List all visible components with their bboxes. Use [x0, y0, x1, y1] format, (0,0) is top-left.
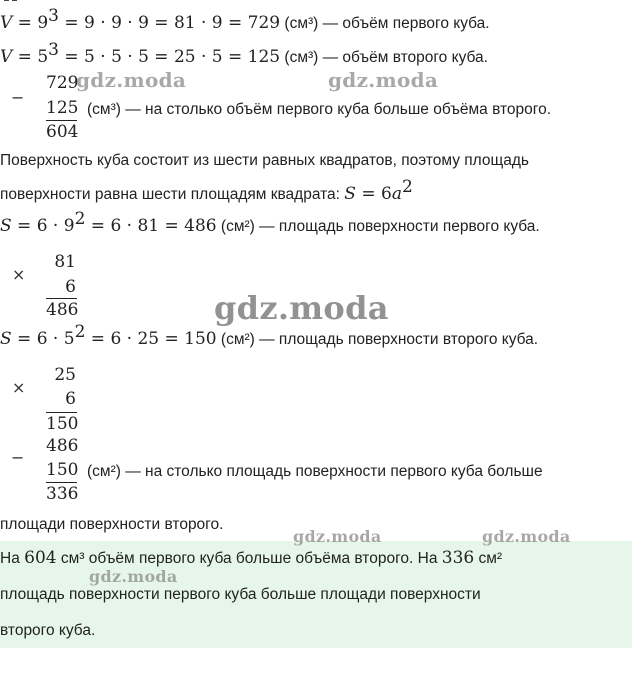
answer-line3: второго куба.: [0, 622, 96, 639]
product-line: [46, 412, 77, 413]
sum-line: [46, 482, 77, 483]
surface-intro-line2: поверхности равна шести площадям квадрата: $S = 6a^2$: [0, 177, 413, 204]
watermark: gdz.moda: [76, 68, 187, 92]
surface-intro-line1: Поверхность куба состоит из шести равных квадратов, поэтому площадь: [0, 152, 529, 169]
product-line: [46, 298, 77, 299]
answer-line2: площадь поверхности первого куба больше площади поверхности: [0, 586, 481, 603]
sum-line: [46, 120, 77, 121]
crop-tick: [4, 0, 9, 1]
watermark: gdz.moda: [214, 289, 389, 327]
crop-tick: [12, 0, 17, 1]
volume-second-line: $V = 5^3 = 5 \cdot 5 \cdot 5 = 25 \cdot 5 = 125$ (см³) — объём второго куба.: [0, 40, 488, 67]
area-second-line: $S = 6 \cdot 5^2 = 6 \cdot 25 = 150$ (см²) — площадь поверхности второго куба.: [0, 322, 539, 349]
answer-line1: На 604 см³ объём первого куба больше объёма второго. На 336 см²: [0, 548, 503, 568]
watermark: gdz.moda: [293, 527, 382, 546]
watermark: gdz.moda: [482, 527, 571, 546]
area-first-line: $S = 6 \cdot 9^2 = 6 \cdot 81 = 486$ (см²) — площадь поверхности первого куба.: [0, 209, 540, 236]
watermark: gdz.moda: [328, 68, 439, 92]
volume-first-line: $V = 9^3 = 9 \cdot 9 \cdot 9 = 81 \cdot 9 = 729$ (см³) — объём первого куба.: [0, 6, 490, 33]
watermark: gdz.moda: [89, 567, 178, 586]
area-subtraction-continuation: площади поверхности второго.: [0, 516, 224, 533]
